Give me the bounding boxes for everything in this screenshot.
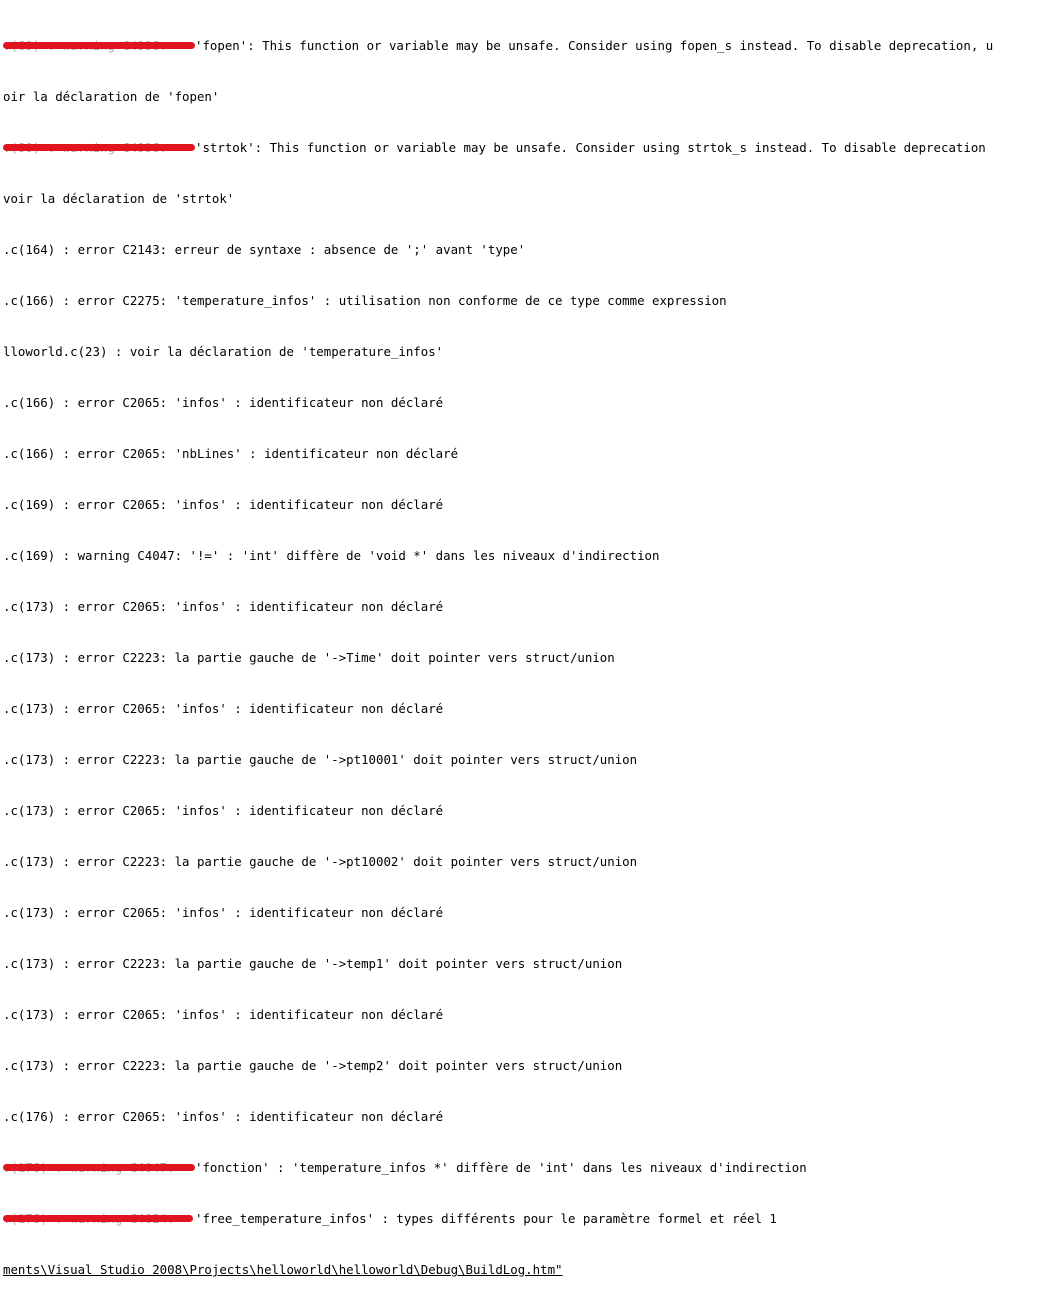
log-line: .c(173) : error C2223: la partie gauche de '->temp2' doit pointer vers struct/union bbox=[3, 1058, 623, 1073]
log-line-warning-free: 'free_temperature_infos' : types différents pour le paramètre formel et réel 1 bbox=[3, 1210, 1045, 1227]
log-line: .c(169) : error C2065: 'infos' : identificateur non déclaré bbox=[3, 497, 444, 512]
redacted-prefix bbox=[3, 139, 195, 156]
log-line: oir la déclaration de 'fopen' bbox=[3, 89, 220, 104]
build-output-console bbox=[3, 3, 1045, 1295]
log-line-warning-strtok: 'strtok': This function or variable may be unsafe. Consider using strtok_s instead. To disable deprecation bbox=[3, 139, 1045, 156]
log-line: .c(166) : error C2065: 'infos' : identificateur non déclaré bbox=[3, 395, 444, 410]
redacted-prefix bbox=[3, 1159, 195, 1176]
log-line: .c(164) : error C2143: erreur de syntaxe : absence de ';' avant 'type' bbox=[3, 242, 526, 257]
redacted-prefix bbox=[3, 37, 195, 54]
redacted-prefix bbox=[3, 1210, 195, 1227]
red-redaction-stroke bbox=[3, 42, 195, 49]
red-redaction-stroke bbox=[3, 144, 195, 151]
log-line: .c(173) : error C2065: 'infos' : identificateur non déclaré bbox=[3, 701, 444, 716]
log-line: .c(173) : error C2223: la partie gauche de '->pt10002' doit pointer vers struct/union bbox=[3, 854, 638, 869]
log-line: .c(173) : error C2065: 'infos' : identificateur non déclaré bbox=[3, 803, 444, 818]
log-line: .c(173) : error C2223: la partie gauche de '->pt10001' doit pointer vers struct/union bbox=[3, 752, 638, 767]
log-line: voir la déclaration de 'strtok' bbox=[3, 191, 235, 206]
log-line: .c(176) : error C2065: 'infos' : identificateur non déclaré bbox=[3, 1109, 444, 1124]
log-line: .c(173) : error C2223: la partie gauche de '->Time' doit pointer vers struct/union bbox=[3, 650, 615, 665]
log-line: .c(166) : error C2065: 'nbLines' : identificateur non déclaré bbox=[3, 446, 459, 461]
log-line-warning-fonction: 'fonction' : 'temperature_infos *' diffère de 'int' dans les niveaux d'indirection bbox=[3, 1159, 1045, 1176]
log-line: lloworld.c(23) : voir la déclaration de 'temperature_infos' bbox=[3, 344, 444, 359]
red-redaction-stroke bbox=[3, 1164, 195, 1171]
buildlog-path-link[interactable]: ments\Visual Studio 2008\Projects\helloworld\helloworld\Debug\BuildLog.htm" bbox=[3, 1262, 563, 1277]
log-line: .c(173) : error C2223: la partie gauche de '->temp1' doit pointer vers struct/union bbox=[3, 956, 623, 971]
log-line: .c(173) : error C2065: 'infos' : identificateur non déclaré bbox=[3, 599, 444, 614]
log-line: .c(166) : error C2275: 'temperature_infos' : utilisation non conforme de ce type comme expression bbox=[3, 293, 727, 308]
log-line: .c(169) : warning C4047: '!=' : 'int' diffère de 'void *' dans les niveaux d'indirection bbox=[3, 548, 660, 563]
log-line-warning-fopen: 'fopen': This function or variable may be unsafe. Consider using fopen_s instead. To disable deprecation, u bbox=[3, 37, 1045, 54]
log-line: .c(173) : error C2065: 'infos' : identificateur non déclaré bbox=[3, 905, 444, 920]
red-redaction-stroke bbox=[3, 1215, 193, 1222]
log-line: .c(173) : error C2065: 'infos' : identificateur non déclaré bbox=[3, 1007, 444, 1022]
